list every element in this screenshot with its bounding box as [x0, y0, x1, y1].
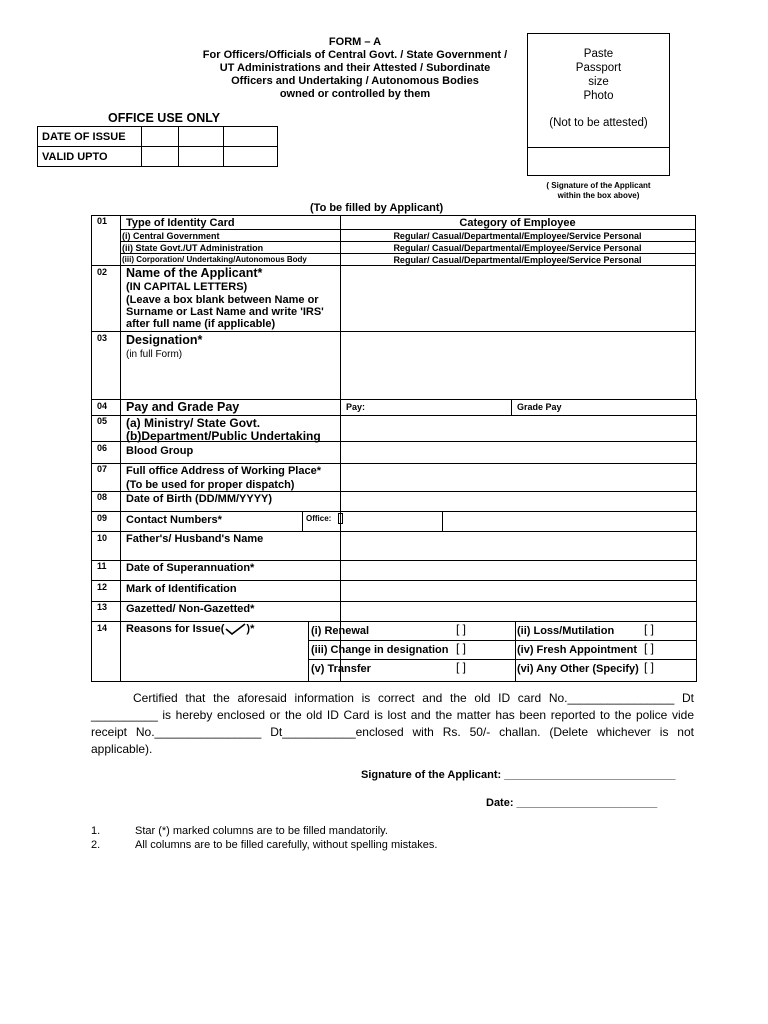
reason-renewal[interactable]: (i) Renewal — [311, 625, 370, 637]
valid-upto-label: VALID UPTO — [38, 147, 142, 167]
reason-transfer[interactable]: (v) Transfer — [311, 663, 371, 675]
department-label: (b)Department/Public Undertaking — [126, 429, 321, 443]
row-number: 13 — [97, 602, 108, 612]
row-number: 07 — [97, 464, 108, 474]
blood-group-label: Blood Group — [126, 445, 194, 457]
date-of-issue-label: DATE OF ISSUE — [38, 127, 142, 147]
reason-fresh-appointment[interactable]: (iv) Fresh Appointment — [517, 644, 637, 656]
row-number: 11 — [97, 561, 107, 571]
office-phone-label: Office: — [306, 514, 332, 523]
name-instruction-3: after full name (if applicable) — [126, 318, 276, 330]
reason-change-designation[interactable]: (iii) Change in designation — [311, 644, 449, 656]
corporation-option[interactable]: (iii) Corporation/ Undertaking/Autonomous Body — [122, 255, 307, 264]
designation-sub: (in full Form) — [126, 349, 183, 360]
header-line-4: owned or controlled by them — [279, 88, 431, 100]
reason-other-box[interactable]: [ ] — [644, 660, 655, 674]
contact-numbers-label: Contact Numbers* — [126, 514, 222, 526]
father-husband-name-input[interactable] — [341, 532, 696, 560]
header-line-3: Officers and Undertaking / Autonomous Bodies — [231, 75, 479, 87]
applicant-name-input[interactable] — [341, 266, 695, 331]
identity-card-type-label: Type of Identity Card — [126, 217, 235, 229]
grade-pay-field[interactable]: Grade Pay — [517, 402, 562, 412]
pay-grade-label: Pay and Grade Pay — [126, 400, 240, 414]
header-line-1: For Officers/Officials of Central Govt. / State Government / — [202, 49, 508, 61]
office-use-table — [37, 126, 278, 167]
row-number: 03 — [97, 333, 108, 343]
date-of-issue-cell[interactable] — [179, 127, 224, 147]
row-number: 12 — [97, 582, 108, 592]
row-number: 01 — [97, 216, 108, 226]
row-number: 04 — [97, 401, 108, 411]
name-instruction-1: (Leave a box blank between Name or — [126, 294, 319, 306]
designation-label: Designation* — [126, 333, 203, 347]
row-number: 06 — [97, 443, 108, 453]
designation-input[interactable] — [341, 332, 695, 399]
central-govt-option[interactable]: (i) Central Government — [122, 231, 220, 241]
corporation-category[interactable]: Regular/ Casual/Departmental/Employee/Service Personal — [393, 255, 642, 265]
office-address-sub: (To be used for proper dispatch) — [126, 479, 295, 491]
checkmark-icon — [224, 623, 246, 635]
row-number: 14 — [97, 623, 108, 633]
not-attested-note: (Not to be attested) — [549, 117, 648, 129]
photo-line-4: Photo — [583, 90, 614, 102]
note-item: 2. All columns are to be filled carefully, without spelling mistakes. — [91, 839, 438, 851]
applicant-form-table — [91, 215, 696, 682]
gazetted-label: Gazetted/ Non-Gazetted* — [126, 603, 255, 615]
state-govt-option[interactable]: (ii) State Govt./UT Administration — [122, 243, 264, 253]
superannuation-input[interactable] — [341, 561, 696, 580]
name-instruction-2: Surname or Last Name and write 'IRS' — [126, 306, 324, 318]
office-phone-box[interactable] — [338, 513, 343, 524]
blood-group-input[interactable] — [341, 442, 696, 463]
dob-input[interactable] — [341, 492, 696, 511]
form-header — [190, 36, 520, 101]
father-husband-name-label: Father's/ Husband's Name — [126, 533, 264, 545]
date-of-issue-cell[interactable] — [224, 127, 278, 147]
photo-line-3: size — [588, 76, 609, 88]
identification-mark-input[interactable] — [341, 581, 696, 601]
reason-loss[interactable]: (ii) Loss/Mutilation — [517, 625, 615, 637]
state-govt-category[interactable]: Regular/ Casual/Departmental/Employee/Service Personal — [393, 243, 642, 253]
pay-field[interactable]: Pay: — [346, 402, 366, 412]
reason-fresh-appointment-box[interactable]: [ ] — [644, 641, 655, 655]
valid-upto-cell[interactable] — [179, 147, 224, 167]
row-number: 09 — [97, 513, 108, 523]
reason-change-designation-box[interactable]: [ ] — [456, 641, 467, 655]
valid-upto-cell[interactable] — [142, 147, 179, 167]
reason-other[interactable]: (vi) Any Other (Specify) — [517, 663, 639, 675]
central-govt-category[interactable]: Regular/ Casual/Departmental/Employee/Service Personal — [393, 231, 642, 241]
filled-by-note: (To be filled by Applicant) — [310, 202, 444, 214]
form-title: FORM – A — [328, 36, 382, 48]
dob-label: Date of Birth (DD/MM/YYYY) — [126, 493, 273, 505]
row-number: 10 — [97, 533, 108, 543]
signature-divider — [528, 147, 669, 148]
valid-upto-cell[interactable] — [224, 147, 278, 167]
superannuation-label: Date of Superannuation* — [126, 562, 255, 574]
category-of-employee-header: Category of Employee — [459, 217, 576, 229]
gazetted-input[interactable] — [341, 602, 696, 621]
row-number: 05 — [97, 416, 108, 426]
contact-number-input[interactable] — [443, 512, 696, 531]
notes-list — [91, 824, 437, 852]
row-number: 08 — [97, 492, 108, 502]
office-address-input[interactable] — [341, 464, 696, 491]
header-line-2: UT Administrations and their Attested / Subordinate — [219, 62, 491, 74]
signature-caption: ( Signature of the Applicant within the box above) — [546, 181, 651, 200]
reasons-label: Reasons for Issue( )* — [126, 623, 255, 635]
note-item: 1. Star (*) marked columns are to be filled mandatorily. — [91, 825, 388, 837]
office-use-title: OFFICE USE ONLY — [108, 111, 221, 125]
office-address-label: Full office Address of Working Place* — [126, 465, 321, 477]
photo-line-2: Passport — [575, 62, 622, 74]
photo-line-1: Paste — [583, 48, 614, 60]
reason-transfer-box[interactable]: [ ] — [456, 660, 467, 674]
applicant-signature-line[interactable]: Signature of the Applicant: ____________________________ — [361, 769, 676, 781]
date-of-issue-cell[interactable] — [142, 127, 179, 147]
capital-letters-note: (IN CAPITAL LETTERS) — [126, 281, 248, 293]
reason-renewal-box[interactable]: [ ] — [456, 622, 467, 636]
ministry-label: (a) Ministry/ State Govt. — [126, 416, 261, 430]
date-line[interactable]: Date: _______________________ — [486, 797, 658, 809]
applicant-name-label: Name of the Applicant* — [126, 266, 263, 280]
row-number: 02 — [97, 267, 108, 277]
certification-text: Certified that the aforesaid information is correct and the old ID card No.________________ Dt __________ is hereby enclosed or the old ID Card is lost and the matter has been reported to the police vide receipt No.________________ Dt___________enclosed with Rs. 50/- challan. (Delete whichever is not applicable). — [91, 691, 694, 756]
photo-box[interactable] — [527, 33, 670, 176]
reason-loss-box[interactable]: [ ] — [644, 622, 655, 636]
identification-mark-label: Mark of Identification — [126, 583, 237, 595]
ministry-input[interactable] — [341, 416, 696, 441]
